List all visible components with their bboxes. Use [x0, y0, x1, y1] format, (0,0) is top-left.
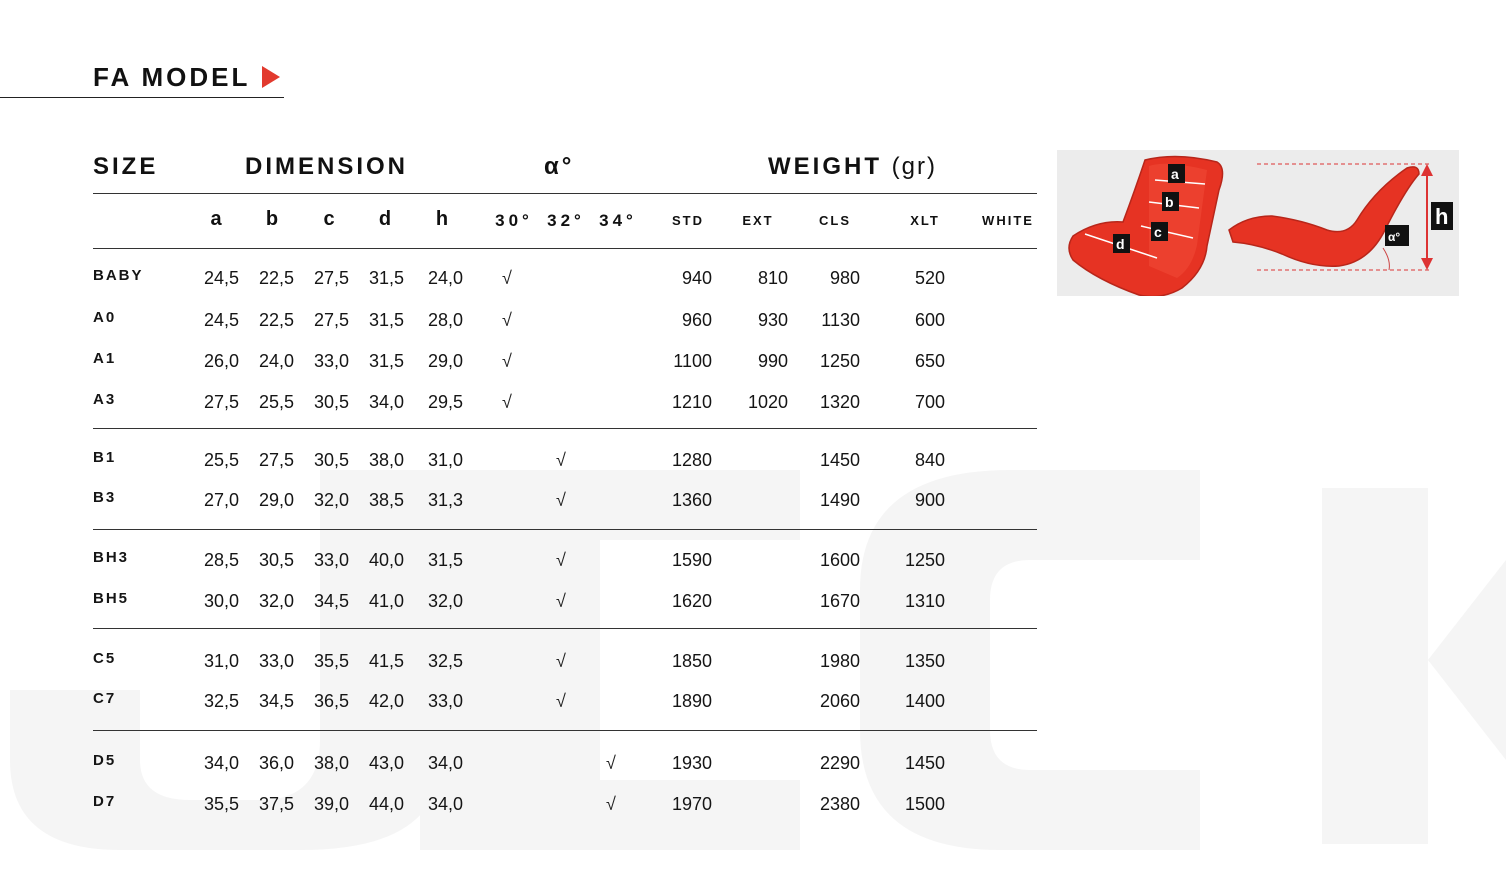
dim-b-cell: 36,0: [258, 753, 294, 773]
dim-c-cell: 27,5: [313, 310, 349, 330]
size-cell: D5: [93, 752, 117, 769]
weight-xlt-cell: 520: [914, 268, 945, 288]
weight-xlt-cell: 1400: [904, 691, 945, 711]
dim-b-cell: 37,5: [258, 794, 294, 814]
dim-d-cell: 31,5: [368, 310, 404, 330]
dim-h-cell: 29,0: [427, 351, 463, 371]
col-h: h: [435, 208, 449, 230]
weight-cls-cell: 1450: [819, 450, 860, 470]
weight-cls-cell: 1250: [819, 351, 860, 371]
col-a: a: [210, 208, 222, 230]
col-std: STD: [672, 213, 704, 228]
angle-check-mark: √: [556, 651, 566, 671]
angle-check-mark: √: [556, 550, 566, 570]
dim-h-cell: 34,0: [427, 794, 463, 814]
dim-b-cell: 22,5: [258, 268, 294, 288]
angle-check-mark: √: [556, 450, 566, 470]
dim-c-cell: 33,0: [313, 351, 349, 371]
dim-d-cell: 31,5: [368, 268, 404, 288]
dim-d-cell: 38,0: [368, 450, 404, 470]
col-b: b: [265, 208, 279, 230]
weight-cls-cell: 2290: [819, 753, 860, 773]
title-underline: [0, 97, 284, 98]
dim-d-cell: 31,5: [368, 351, 404, 371]
dim-h-cell: 31,0: [427, 450, 463, 470]
weight-std-cell: 1930: [671, 753, 712, 773]
dim-b-cell: 29,0: [258, 490, 294, 510]
size-cell: C5: [93, 650, 117, 667]
dim-b-cell: 34,5: [258, 691, 294, 711]
diagram-label-alpha: α°: [1388, 230, 1401, 244]
seat-diagram: [1057, 150, 1459, 296]
size-cell: BH3: [93, 549, 130, 566]
angle-check-mark: √: [502, 392, 512, 412]
dim-a-cell: 24,5: [203, 310, 239, 330]
angle-header: α°: [544, 153, 575, 180]
dim-a-cell: 25,5: [203, 450, 239, 470]
weight-ext-cell: 990: [757, 351, 788, 371]
dim-h-cell: 24,0: [427, 268, 463, 288]
table-row: [0, 310, 1506, 334]
weight-std-cell: 1590: [671, 550, 712, 570]
table-row: [0, 550, 1506, 574]
weight-cls-cell: 2380: [819, 794, 860, 814]
dim-h-cell: 32,0: [427, 591, 463, 611]
group-rule-bh: [93, 628, 1037, 629]
weight-std-cell: 1100: [673, 351, 712, 371]
dim-b-cell: 30,5: [258, 550, 294, 570]
weight-cls-cell: 1980: [819, 651, 860, 671]
weight-xlt-cell: 700: [914, 392, 945, 412]
dim-d-cell: 41,0: [368, 591, 404, 611]
size-cell: A3: [93, 391, 117, 408]
dim-c-cell: 32,0: [313, 490, 349, 510]
play-arrow-icon: [262, 66, 280, 88]
weight-ext-cell: 810: [757, 268, 788, 288]
dim-c-cell: 34,5: [313, 591, 349, 611]
col-34deg: 34°: [599, 211, 637, 230]
angle-check-mark: √: [502, 268, 512, 288]
weight-std-cell: 940: [681, 268, 712, 288]
size-cell: BABY: [93, 267, 144, 284]
table-row: [0, 490, 1506, 514]
col-ext: EXT: [742, 213, 774, 228]
dim-b-cell: 32,0: [258, 591, 294, 611]
table-row: [0, 392, 1506, 416]
weight-ext-cell: 930: [757, 310, 788, 330]
weight-cls-cell: 1670: [819, 591, 860, 611]
model-title: FA MODEL: [93, 62, 251, 92]
dim-d-cell: 40,0: [368, 550, 404, 570]
diagram-label-d: d: [1116, 236, 1125, 252]
weight-xlt-cell: 600: [914, 310, 945, 330]
dim-c-cell: 27,5: [313, 268, 349, 288]
weight-cls-cell: 1130: [821, 310, 860, 330]
col-xlt: XLT: [910, 213, 940, 228]
dim-a-cell: 34,0: [203, 753, 239, 773]
weight-std-cell: 1360: [671, 490, 712, 510]
angle-check-mark: √: [556, 691, 566, 711]
group-rule-c: [93, 730, 1037, 731]
weight-xlt-cell: 1350: [904, 651, 945, 671]
dim-a-cell: 24,5: [203, 268, 239, 288]
dim-h-cell: 29,5: [427, 392, 463, 412]
weight-cls-cell: 2060: [819, 691, 860, 711]
table-row: [0, 753, 1506, 777]
weight-cls-cell: 1320: [819, 392, 860, 412]
size-cell: BH5: [93, 590, 130, 607]
dim-a-cell: 27,5: [203, 392, 239, 412]
table-row: [0, 591, 1506, 615]
col-30deg: 30°: [495, 211, 533, 230]
dim-d-cell: 43,0: [368, 753, 404, 773]
dim-d-cell: 44,0: [368, 794, 404, 814]
dim-h-cell: 34,0: [427, 753, 463, 773]
weight-cls-cell: 980: [829, 268, 860, 288]
angle-check-mark: √: [606, 794, 616, 814]
weight-std-cell: 1620: [671, 591, 712, 611]
dim-a-cell: 28,5: [203, 550, 239, 570]
dim-d-cell: 38,5: [368, 490, 404, 510]
size-header: SIZE: [93, 153, 159, 180]
dim-d-cell: 41,5: [368, 651, 404, 671]
dim-a-cell: 26,0: [203, 351, 239, 371]
group-rule-b: [93, 529, 1037, 530]
dim-c-cell: 38,0: [313, 753, 349, 773]
weight-header: [768, 153, 937, 181]
dim-h-cell: 33,0: [427, 691, 463, 711]
weight-std-cell: 960: [681, 310, 712, 330]
dim-b-cell: 22,5: [258, 310, 294, 330]
seat-side-view: [1229, 167, 1419, 266]
dim-h-cell: 31,5: [427, 550, 463, 570]
weight-ext-cell: 1020: [747, 392, 788, 412]
subheader-rule: [93, 248, 1037, 249]
dim-c-cell: 35,5: [313, 651, 349, 671]
angle-check-mark: √: [502, 351, 512, 371]
angle-check-mark: √: [606, 753, 616, 773]
dim-b-cell: 25,5: [258, 392, 294, 412]
weight-xlt-cell: 1500: [904, 794, 945, 814]
dim-h-cell: 28,0: [427, 310, 463, 330]
size-cell: D7: [93, 793, 117, 810]
table-row: [0, 691, 1506, 715]
dim-b-cell: 33,0: [258, 651, 294, 671]
weight-std-cell: 1970: [671, 794, 712, 814]
dim-a-cell: 30,0: [203, 591, 239, 611]
dim-h-cell: 32,5: [427, 651, 463, 671]
group-rule-a: [93, 428, 1037, 429]
weight-std-cell: 1280: [671, 450, 712, 470]
dim-c-cell: 30,5: [313, 450, 349, 470]
weight-std-cell: 1890: [671, 691, 712, 711]
col-cls: CLS: [819, 213, 851, 228]
dim-a-cell: 32,5: [203, 691, 239, 711]
col-d: d: [378, 208, 392, 230]
dim-c-cell: 39,0: [313, 794, 349, 814]
angle-check-mark: √: [556, 490, 566, 510]
col-white: WHITE: [982, 213, 1034, 228]
table-row: [0, 651, 1506, 675]
dim-a-cell: 35,5: [203, 794, 239, 814]
dim-d-cell: 42,0: [368, 691, 404, 711]
weight-xlt-cell: 650: [914, 351, 945, 371]
diagram-label-b: b: [1165, 194, 1174, 210]
dim-a-cell: 31,0: [203, 651, 239, 671]
table-row: [0, 351, 1506, 375]
weight-cls-cell: 1490: [819, 490, 860, 510]
size-cell: A1: [93, 350, 117, 367]
table-row: [0, 794, 1506, 818]
size-cell: B3: [93, 489, 117, 506]
dim-h-cell: 31,3: [427, 490, 463, 510]
angle-check-mark: √: [556, 591, 566, 611]
dim-a-cell: 27,0: [203, 490, 239, 510]
size-cell: C7: [93, 690, 117, 707]
weight-xlt-cell: 1250: [904, 550, 945, 570]
header-rule: [93, 193, 1037, 194]
weight-std-cell: 1850: [671, 651, 712, 671]
weight-header-label: WEIGHT: [768, 153, 882, 180]
dimension-header: DIMENSION: [245, 153, 409, 180]
diagram-label-c: c: [1154, 224, 1162, 240]
weight-xlt-cell: 840: [914, 450, 945, 470]
weight-unit: (gr): [891, 153, 937, 180]
weight-xlt-cell: 900: [914, 490, 945, 510]
angle-check-mark: √: [502, 310, 512, 330]
table-row: [0, 450, 1506, 474]
size-cell: B1: [93, 449, 117, 466]
weight-std-cell: 1210: [671, 392, 712, 412]
col-c: c: [323, 208, 335, 230]
dim-b-cell: 27,5: [258, 450, 294, 470]
weight-cls-cell: 1600: [819, 550, 860, 570]
weight-xlt-cell: 1310: [904, 591, 945, 611]
diagram-label-a: a: [1171, 166, 1179, 182]
weight-xlt-cell: 1450: [904, 753, 945, 773]
dim-d-cell: 34,0: [368, 392, 404, 412]
diagram-label-h: h: [1435, 204, 1449, 229]
dim-c-cell: 36,5: [313, 691, 349, 711]
size-cell: A0: [93, 309, 117, 326]
col-32deg: 32°: [547, 211, 585, 230]
dim-b-cell: 24,0: [258, 351, 294, 371]
dim-c-cell: 33,0: [313, 550, 349, 570]
dim-c-cell: 30,5: [313, 392, 349, 412]
